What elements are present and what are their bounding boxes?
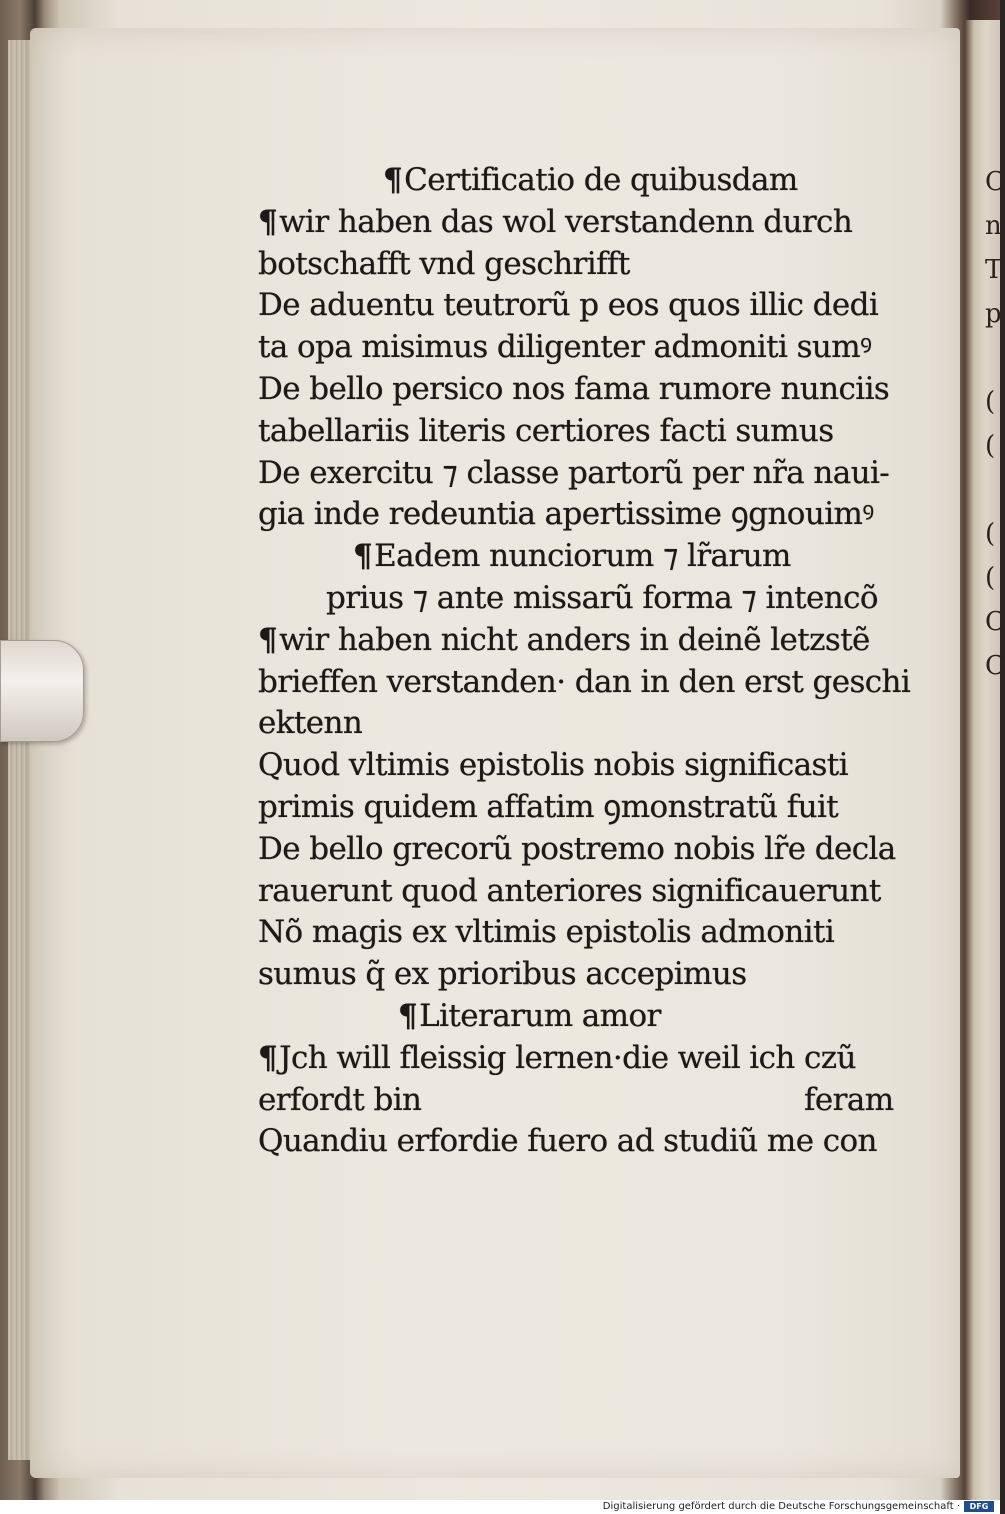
- text-line: [258, 327, 908, 369]
- text-line: [258, 244, 908, 286]
- page-text-block: [258, 160, 911, 1163]
- text-line: [258, 1080, 908, 1122]
- line-text: Certificatio de quibusdam: [404, 162, 798, 198]
- facing-page-glyph: C: [985, 607, 1005, 637]
- line-text: Literarum amor: [419, 997, 661, 1034]
- text-line: [258, 996, 908, 1038]
- line-right-word: feram: [804, 1081, 894, 1118]
- line-text: tabellariis literis certiores facti sumus: [258, 412, 834, 449]
- pilcrow-icon: ¶: [398, 997, 418, 1034]
- text-line: [258, 954, 908, 996]
- facing-page-glyph: (: [985, 519, 996, 549]
- facing-page-glyph: C: [985, 167, 1005, 197]
- text-line: [258, 369, 908, 411]
- line-text: wir haben das wol verstandenn durch: [279, 203, 853, 240]
- facing-page-glyph: (: [985, 387, 996, 417]
- facing-page-glyph: n: [985, 211, 1002, 241]
- text-line: [258, 411, 908, 453]
- facing-page-text: [985, 160, 1005, 688]
- line-text: brieffen verstanden· dan in den erst geschi: [258, 663, 911, 700]
- text-line: [258, 494, 908, 536]
- page-clip: [0, 640, 84, 742]
- text-line: [258, 620, 908, 662]
- text-line: [258, 285, 908, 327]
- line-text: Jch will fleissig lernen·die weil ich czũ: [279, 1039, 856, 1076]
- line-text: Eadem nunciorum ⁊ lr̃arum: [374, 538, 791, 575]
- line-text: De bello persico nos fama rumore nunciis: [258, 370, 890, 407]
- text-line: [258, 787, 908, 829]
- line-text: Quandiu erfordie fuero ad studiũ me con: [258, 1123, 877, 1160]
- text-line: [258, 1121, 908, 1163]
- facing-page-glyph: p: [985, 299, 1002, 329]
- text-line: [258, 662, 911, 704]
- footer-credit: Digitalisierung gefördert durch die Deutsche Forschungsgemeinschaft ·: [602, 1501, 960, 1512]
- line-text: gia inde redeuntia apertissime ꝯgnouimꝰ: [258, 496, 874, 533]
- text-line: [258, 202, 908, 244]
- text-line: [258, 912, 908, 954]
- facing-page-glyph: T: [985, 255, 1003, 285]
- text-line: [258, 871, 908, 913]
- facing-page-glyph: [985, 336, 1000, 380]
- line-text: sumus q̃ ex prioribus accepimus: [258, 956, 747, 993]
- line-text: prius ⁊ ante missarũ forma ⁊ intencõ: [326, 579, 878, 616]
- text-line: [258, 829, 908, 871]
- line-text: botschafft vnd geschrifft: [258, 245, 630, 282]
- pilcrow-icon: ¶: [353, 538, 373, 575]
- pilcrow-icon: ¶: [258, 621, 278, 658]
- text-line: [258, 536, 908, 578]
- line-text: rauerunt quod anteriores significauerunt: [258, 872, 881, 909]
- line-text: ta opa misimus diligenter admoniti sumꝰ: [258, 329, 872, 366]
- text-line: [258, 745, 908, 787]
- line-text: Quod vltimis epistolis nobis significasti: [258, 747, 848, 784]
- dfg-logo: DFG: [964, 1501, 994, 1512]
- pilcrow-icon: ¶: [383, 162, 403, 198]
- text-line: [258, 578, 908, 620]
- facing-page-glyph: (: [985, 563, 996, 593]
- line-text: wir haben nicht anders in deinẽ letzstẽ: [279, 621, 870, 658]
- line-text: De exercitu ⁊ classe partorũ per nr̃a naui-: [258, 454, 890, 491]
- line-text: erfordt bin: [258, 1081, 422, 1118]
- text-line: [258, 453, 908, 495]
- text-line: [258, 160, 908, 202]
- line-text: De aduentu teutrorũ p eos quos illic dedi: [258, 287, 879, 324]
- pilcrow-icon: ¶: [258, 203, 278, 240]
- text-line: [258, 1038, 908, 1080]
- footer-bar: [0, 1500, 1000, 1514]
- line-text: De bello grecorũ postremo nobis lr̃e decla: [258, 830, 896, 867]
- facing-page-glyph: (: [985, 431, 996, 461]
- line-text: ektenn: [258, 705, 363, 742]
- line-text: primis quidem affatim ꝯmonstratũ fuit: [258, 788, 839, 825]
- text-line: [258, 703, 908, 745]
- facing-page-glyph: C: [985, 651, 1005, 681]
- line-text: Nõ magis ex vltimis epistolis admoniti: [258, 914, 835, 951]
- pilcrow-icon: ¶: [258, 1039, 278, 1076]
- facing-page-glyph: [985, 468, 1000, 512]
